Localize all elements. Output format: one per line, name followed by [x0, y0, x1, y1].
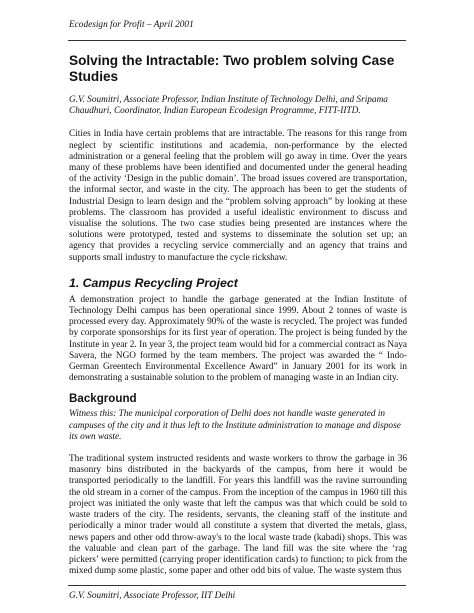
- background-paragraph: The traditional system instructed residents and waste workers to throw the garbage in 36 masonry bins distributed in the backyards of the campus, from here it would be transported periodically to the landfill. For years this landfill was the ravine surrounding the old stream in a corner of the campus. From the inception of the campus in 1960 till this project was initiated the only waste that left the campus was that which could be sold to waste traders of the city. The residents, servants, the cleaning staff of the institute and periodically a minor trader would all constitute a system that diverted the metals, glass, news papers and other odd throw-away's to the local waste trade (kabadi) shops. This was the valuable and clean part of the garbage. The land fill was the site where the ‘rag pickers’ were permitted (carrying proper identification cards) to function; to pick from the mixed dump some plastic, some paper and other odd bits of value. The waste system thus: [69, 454, 407, 577]
- article-title: Solving the Intractable: Two problem solving Case Studies: [69, 53, 395, 84]
- header-divider: [68, 40, 406, 41]
- section-heading-campus-recycling: 1. Campus Recycling Project: [69, 275, 238, 290]
- running-header: Ecodesign for Profit – April 2001: [69, 20, 194, 30]
- running-footer: G.V. Soumitri, Associate Professor, IIT Delhi: [69, 591, 236, 601]
- footer-divider: [68, 585, 406, 586]
- intro-paragraph: Cities in India have certain problems that are intractable. The reasons for this range from neglect by scientific institutions and academia, non-performance by the elected administration or a general feeling that the problem will go away in time. Over the years many of these problems have been identified and documented under the general heading of the activity ‘Design in the public domain’. The broad issues covered are transportation, the informal sector, and waste in the city. The approach has been to get the students of Industrial Design to learn design and the “problem solving approach” by looking at these problems. The classroom has provided a useful idealistic environment to discuss and visualise the solutions. The two case studies being presented are instances where the solutions were prototyped, tested and systems to disseminate the solution set up; an agency that provides a recycling service commercially and an agency that trains and supports small industry to manufacture the cycle rickshaw.: [69, 129, 407, 263]
- author-byline: G.V. Soumitri, Associate Professor, Indian Institute of Technology Delhi, and Sripama Chaudhuri, Coordinator, Indian European Ecodesign Programme, FITT-IITD.: [69, 95, 388, 117]
- article-body: [69, 53, 407, 577]
- witness-note: Witness this: The municipal corporation of Delhi does not handle waste generated in campuses of the city and it thus left to the Institute administration to manage and dispose its own waste.: [69, 409, 401, 442]
- subsection-heading-background: Background: [69, 392, 137, 406]
- campus-recycling-paragraph: A demonstration project to handle the garbage generated at the Indian Institute of Technology Delhi campus has been operational since 1999. About 2 tonnes of waste is processed every day. Approximately 90% of the waste is recycled. The project was funded by corporate sponsorships for its first year of operation. The project is being funded by the Institute in year 2. In year 3, the project team would bid for a commercial contract as Naya Savera, the NGO formed by the team members. The project was awarded the “ Indo-German Greentech Environmental Excellence Award” in January 2001 for its work in demonstrating a sustainable solution to the problem of managing waste in an Indian city.: [69, 294, 407, 384]
